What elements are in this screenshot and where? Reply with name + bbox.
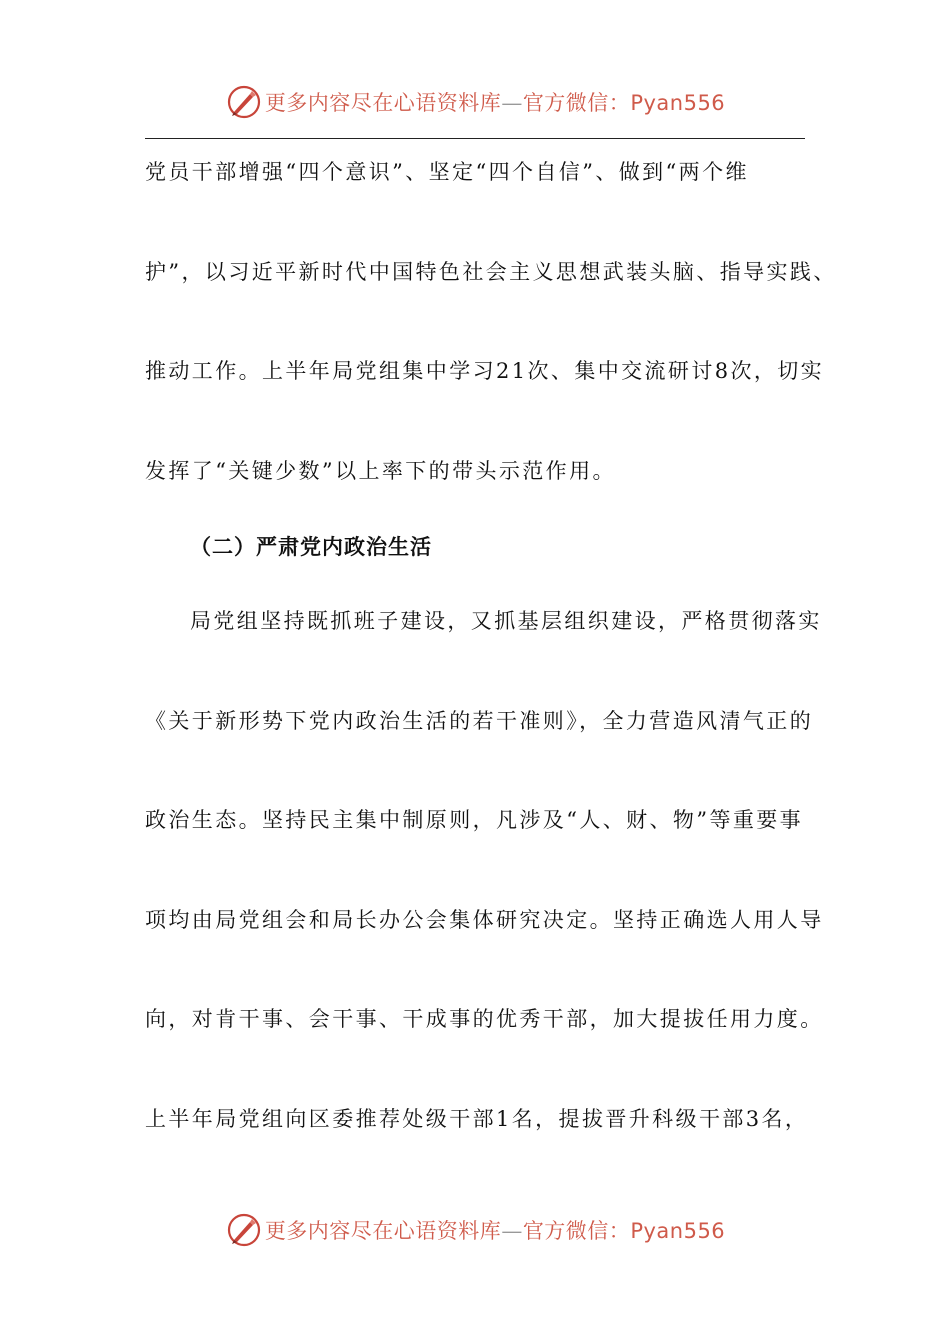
header-banner bbox=[0, 80, 950, 124]
text-line-3: 推动工作。上半年局党组集中学习21次、集中交流研讨8次，切实 bbox=[145, 359, 825, 383]
text-line-1: 党员干部增强“四个意识”、坚定“四个自信”、做到“两个维 bbox=[145, 160, 749, 184]
banner-dash: — bbox=[501, 1219, 523, 1243]
banner-dash: — bbox=[501, 91, 523, 115]
footer-banner bbox=[0, 1208, 950, 1252]
text-line-6: 《关于新形势下党内政治生活的若干准则》，全力营造风清气正的 bbox=[145, 709, 814, 733]
section-heading: （二）严肃党内政治生活 bbox=[190, 535, 432, 559]
banner-label: 官方微信： bbox=[522, 1219, 631, 1243]
text-line-10: 上半年局党组向区委推荐处级干部1名，提拔晋升科级干部3名， bbox=[145, 1107, 809, 1131]
banner-account: Pyan556 bbox=[630, 91, 726, 115]
banner-main: 更多内容尽在心语资料库 bbox=[264, 91, 502, 115]
text-line-9: 向，对肯干事、会干事、干成事的优秀干部，加大提拔任用力度。 bbox=[145, 1007, 824, 1031]
pen-logo-icon bbox=[225, 83, 263, 121]
footer-banner-text bbox=[265, 1215, 725, 1245]
banner-main: 更多内容尽在心语资料库 bbox=[264, 1219, 502, 1243]
text-line-2: 护”，以习近平新时代中国特色社会主义思想武装头脑、指导实践、 bbox=[145, 260, 837, 284]
text-line-5: 局党组坚持既抓班子建设，又抓基层组织建设，严格贯彻落实 bbox=[190, 609, 822, 633]
header-rule bbox=[145, 138, 805, 139]
banner-account: Pyan556 bbox=[630, 1219, 726, 1243]
text-line-4: 发挥了“关键少数”以上率下的带头示范作用。 bbox=[145, 459, 616, 483]
header-banner-text bbox=[265, 87, 725, 117]
pen-logo-icon bbox=[225, 1211, 263, 1249]
banner-label: 官方微信： bbox=[522, 91, 631, 115]
text-line-7: 政治生态。坚持民主集中制原则，凡涉及“人、财、物”等重要事 bbox=[145, 808, 804, 832]
text-line-8: 项均由局党组会和局长办公会集体研究决定。坚持正确选人用人导 bbox=[145, 908, 824, 932]
